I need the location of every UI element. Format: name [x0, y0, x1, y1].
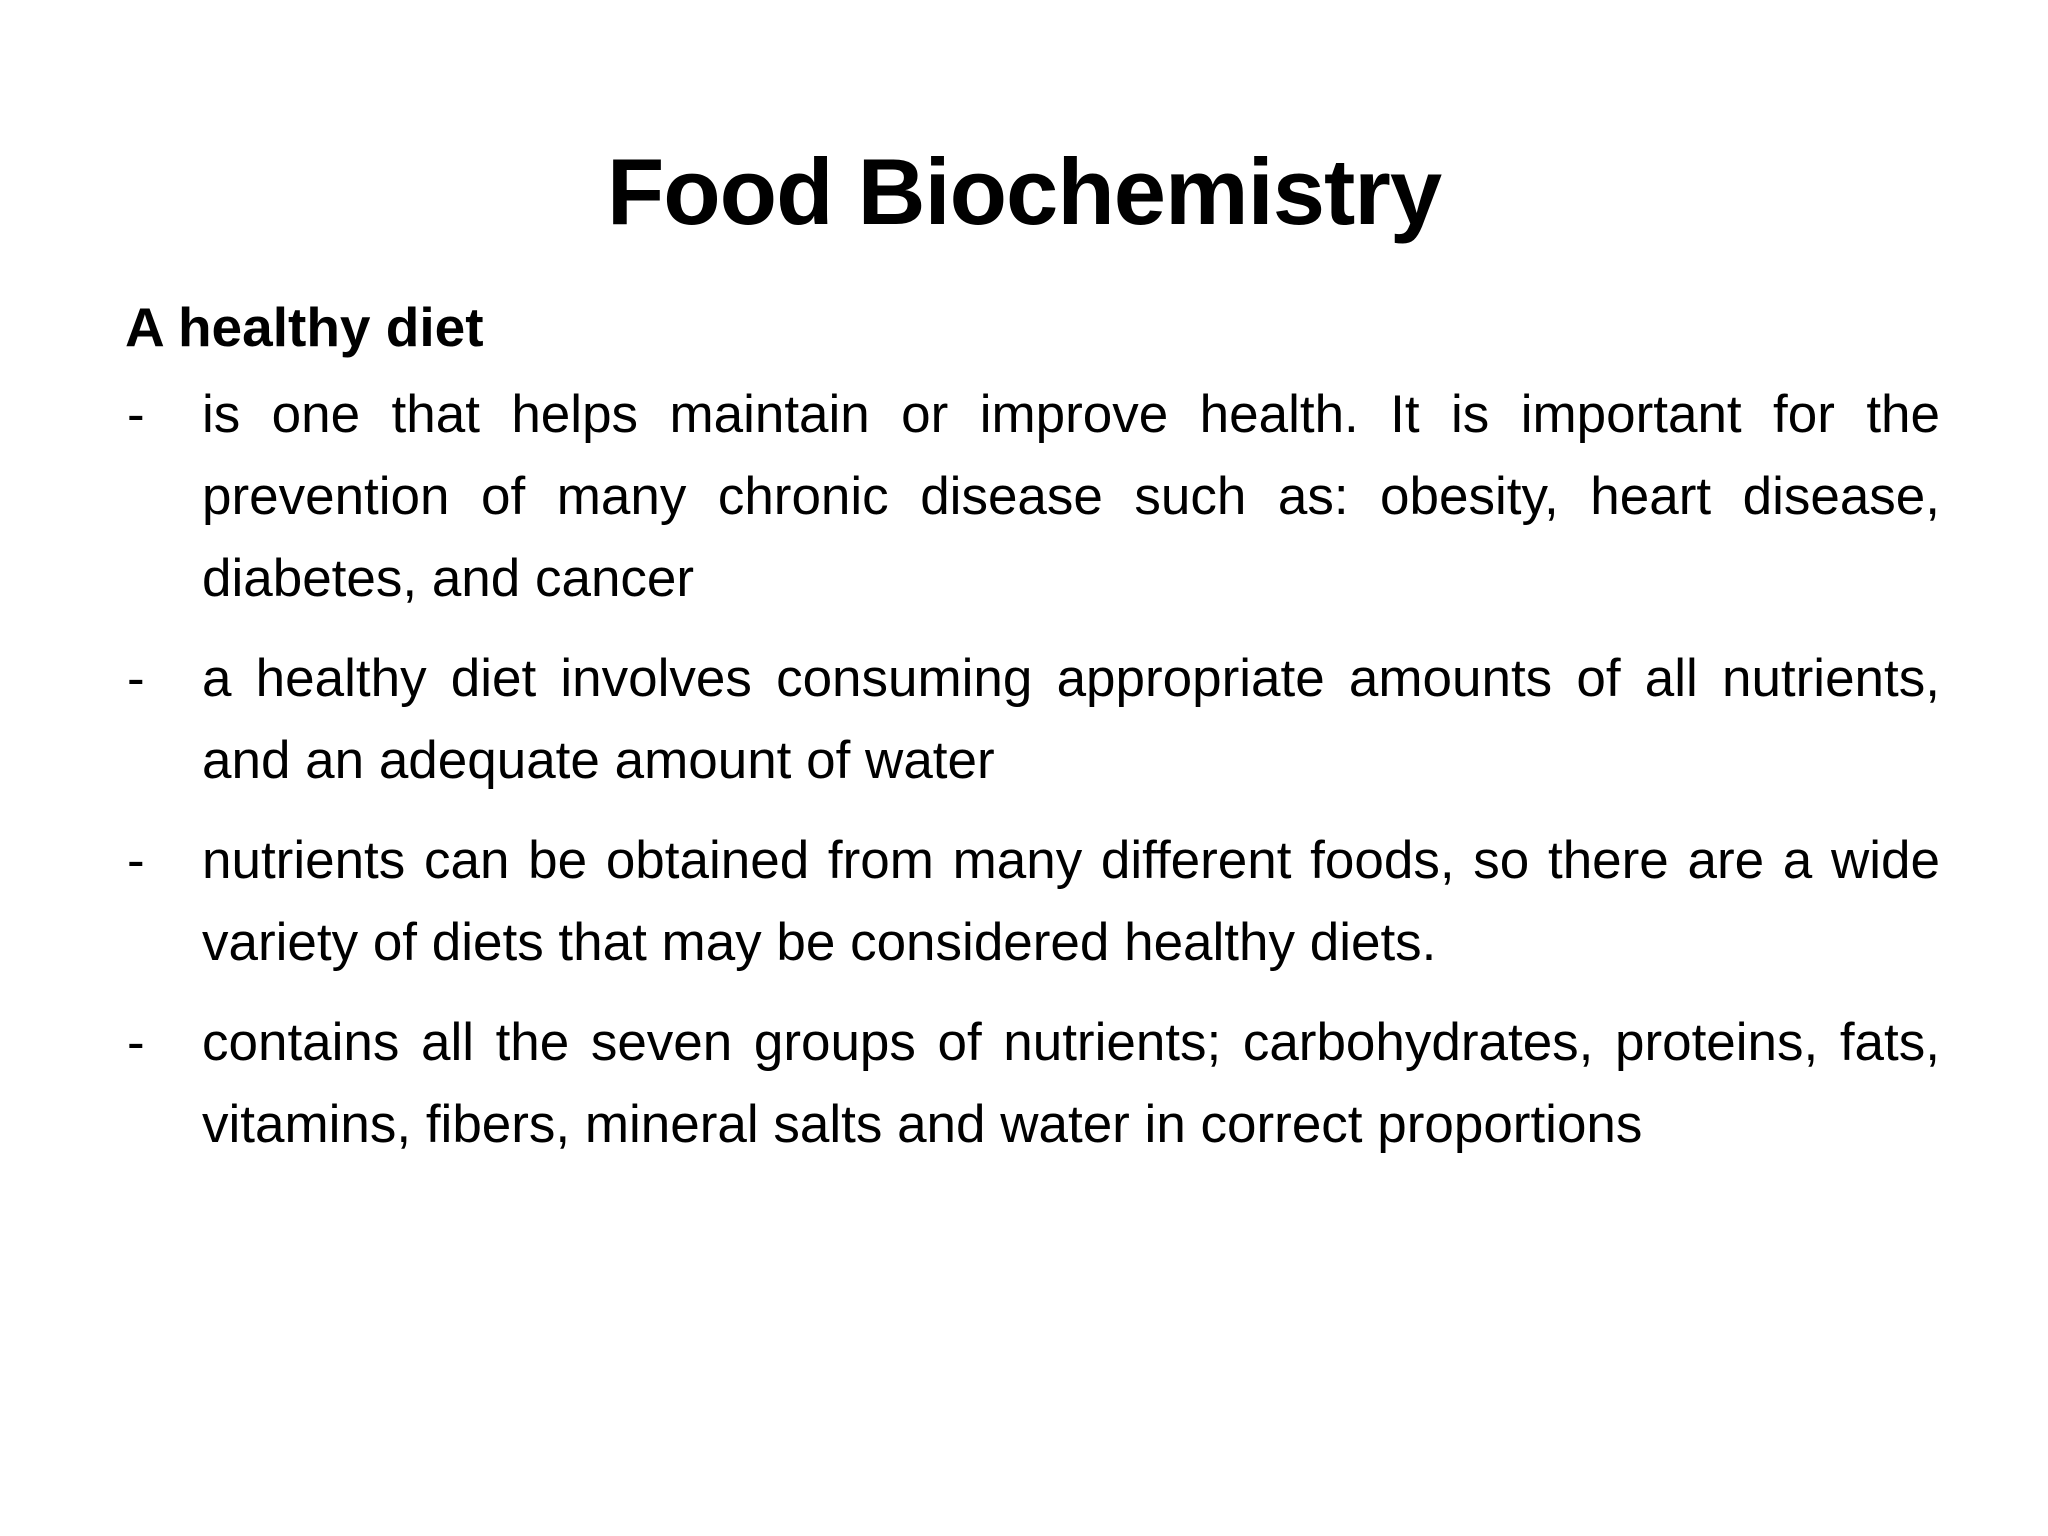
- bullet-text: is one that helps maintain or improve health. It is important for the prevention of many chronic disease such as: obesity, heart disease, diabetes, and cancer: [202, 385, 1940, 608]
- slide-title: Food Biochemistry: [606, 139, 1442, 244]
- bullet-marker: -: [127, 1013, 145, 1072]
- list-item: [125, 1002, 1940, 1166]
- bullet-marker: -: [127, 831, 145, 890]
- list-item: [125, 638, 1940, 802]
- list-item: [125, 374, 1940, 620]
- list-item: [125, 820, 1940, 984]
- bullet-text: contains all the seven groups of nutrients; carbohydrates, proteins, fats, vitamins, fibers, mineral salts and water in correct proportions: [202, 1013, 1940, 1154]
- subheading: A healthy diet: [125, 296, 484, 358]
- bullet-text: nutrients can be obtained from many different foods, so there are a wide variety of diets that may be considered healthy diets.: [202, 831, 1940, 972]
- bullet-marker: -: [127, 385, 145, 444]
- bullet-text: a healthy diet involves consuming appropriate amounts of all nutrients, and an adequate amount of water: [202, 649, 1940, 790]
- bullet-list: [125, 374, 1940, 1166]
- bullet-marker: -: [127, 649, 145, 708]
- slide-content: [125, 286, 1940, 1184]
